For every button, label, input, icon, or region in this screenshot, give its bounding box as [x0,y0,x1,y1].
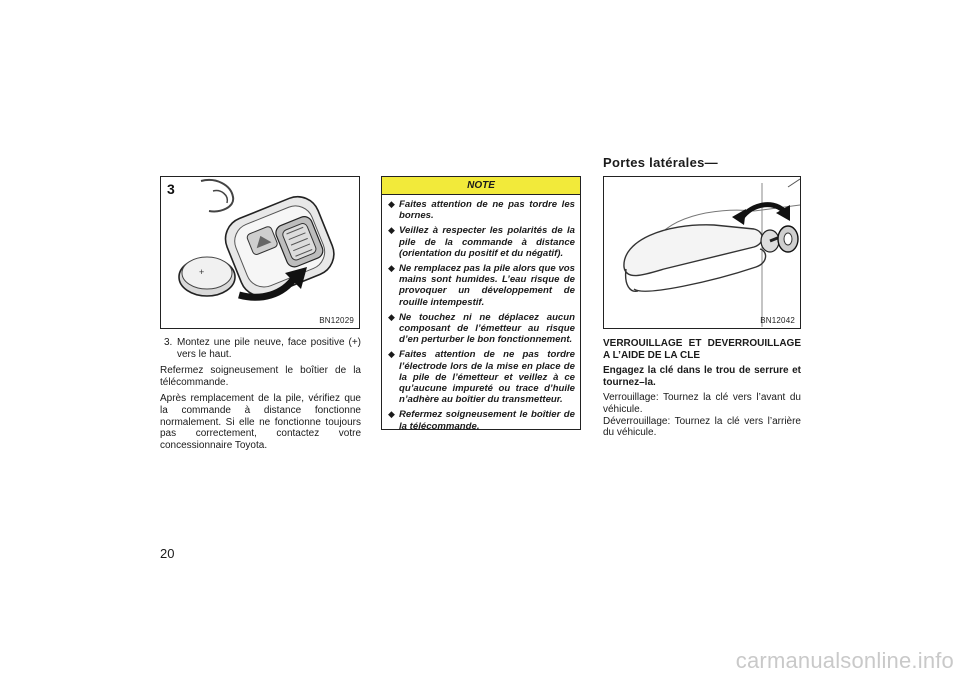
paragraph-check-remote: Après remplacement de la pile, vérifiez que la commande à distance fonctionne normalement. Si elle ne fonctionne toujours pas correctement, contactez votre concessionnaire Toyota. [160,393,361,451]
note-title: NOTE [382,177,580,195]
diamond-bullet-icon: ◆ [388,225,395,236]
battery-plus-symbol: + [199,267,205,277]
page-number: 20 [160,546,175,561]
step-3 [160,337,361,360]
watermark: carmanualsonline.info [735,648,954,673]
key-instruction: Engagez la clé dans le trou de serrure et tournez–la. [603,365,801,388]
note-list [382,195,580,432]
note-item: ◆ Faites attention de ne pas tordre l’électrode lors de la mise en place de la pile de l’émetteur et veillez à ce qu’aucune impureté ou trace d’huile n’adhère au boîtier du transmetteur. [388,349,575,406]
lock-instruction: Verrouillage: Tournez la clé vers l’avant du véhicule. [603,392,801,415]
door-key-illustration [603,176,801,329]
lock-unlock-heading: VERROUILLAGE ET DEVERROUILLAGE A L’AIDE DE LA CLE [603,338,801,361]
note-item: ◆ Ne remplacez pas la pile alors que vos mains sont humides. L’eau risque de provoquer un développement de rouille intempestif. [388,263,575,308]
diamond-bullet-icon: ◆ [388,263,395,274]
note-item: ◆ Faites attention de ne pas tordre les bornes. [388,199,575,222]
diamond-bullet-icon: ◆ [388,349,395,360]
diamond-bullet-icon: ◆ [388,311,395,322]
diamond-bullet-icon: ◆ [388,199,395,209]
door-handle-drawing [604,177,800,328]
figure-code: BN12029 [319,316,354,325]
step-text: Montez une pile neuve, face positive (+) vers le haut. [177,337,361,360]
unlock-instruction: Déverrouillage: Tournez la clé vers l’arrière du véhicule. [603,415,801,439]
note-item: ◆ Refermez soigneusement le boîtier de la télécommande. [388,409,575,432]
note-item: ◆ Veillez à respecter les polarités de la pile de la commande à distance (orientation du positif et du négatif). [388,225,575,259]
section-title: Portes latérales— [603,155,718,170]
step-marker: 3 [167,181,175,197]
note-box [381,176,581,430]
paragraph-close-case: Refermez soigneusement le boîtier de la télécommande. [160,365,361,388]
diamond-bullet-icon: ◆ [388,409,395,420]
figure-code: BN12042 [760,316,795,325]
right-column-text [603,338,801,439]
note-item: ◆ Ne touchez ni ne déplacez aucun composant de l’émetteur au risque d’en perturber le bon fonctionnement. [388,311,575,346]
step-number: 3. [164,337,173,348]
battery-replacement-illustration [160,176,360,329]
left-column-text [160,337,361,456]
key-fob-drawing [161,177,359,328]
